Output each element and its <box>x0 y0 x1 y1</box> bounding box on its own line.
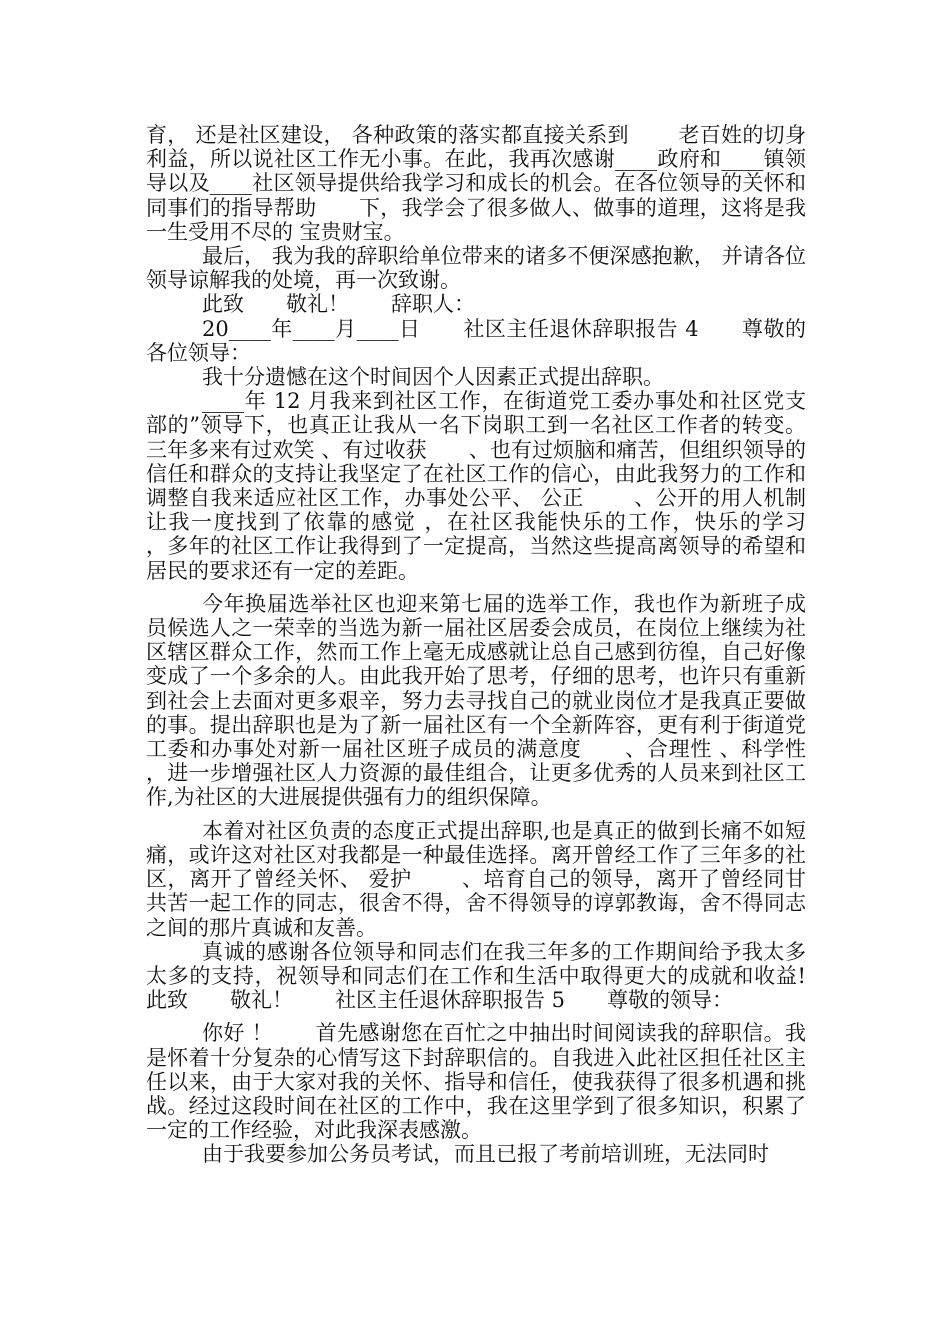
paragraph-closing: 此致 敬礼！ 辞职人： <box>202 292 475 317</box>
paragraph-6: ____年 12 月我来到社区工作，在街道党工委办事处和社区党支部的”领导下，也真正让我从一名下岗职工到一名社区工作者的转变。三年多来有过欢笑 、有过收获 、也有过烦脑和痛苦，但组织领导的信任和群众的支持让我坚定了在社区工作的信心，由此我努力的工作和调整自我来适应社区工作，办事处公平、 公正 、公开的用人机制让我一度找到了依靠的感觉 ，在社区我能快乐的工作，快乐的学习 ，多年的社区工作让我得到了一定提高，当然这些提高离领导的希望和居民的要求还有一定的差距。 <box>146 389 855 583</box>
paragraph-2: 最后， 我为我的辞职给单位带来的诸多不便深感抱歉， 并请各位领导谅解我的处境，再一次致谢。 <box>146 244 806 293</box>
paragraph-7: 今年换届选举社区也迎来第七届的选举工作，我也作为新班子成员候选人之一荣幸的当选为新一届社区居委会成员，在岗位上继续为社区辖区群众工作，然而工作上毫无成感就让总自己感到彷徨，自己好像变成了一个多余的人。由此我开始了思考，仔细的思考，也许只有重新到社会上去面对更多艰辛，努力去寻找自己的就业岗位才是我真正要做的事。提出辞职也是为了新一届社区有一个全新阵容，更有利于街道党工委和办事处对新一届社区班子成员的满意度 、合理性 、科学性 ，进一步增强社区人力资源的最佳组合，让更多优秀的人员来到社区工作,为社区的大进展提供强有力的组织保障。 <box>146 591 806 810</box>
document-body <box>146 123 855 1167</box>
paragraph-11: 由于我要参加公务员考试，而且已报了考前培训班，无法同时 <box>202 1142 769 1167</box>
paragraph-8: 本着对社区负责的态度正式提出辞职,也是真正的做到长痛不如短痛，或许这对社区对我都是一种最佳选择。离开曾经工作了三年多的社区，离开了曾经关怀、 爱护 、培育自己的领导，离开了曾经同甘共苦一起工作的同志，很舍不得，舍不得领导的谆郭教诲，舍不得同志之间的那片真诚和友善。 <box>146 818 806 940</box>
paragraph-10: 你好 ！ 首先感谢您在百忙之中抽出时间阅读我的辞职信。我是怀着十分复杂的心情写这下封辞职信的。自我进入此社区担任社区主任以来，由于大家对我的关怀、指导和信任，使我获得了很多机遇和挑战。经过这段时间在社区的工作中，我在这里学到了很多知识，积累了一定的工作经验，对此我深表感激。 <box>146 1021 806 1143</box>
paragraph-5: 我十分遗憾在这个时间因个人因素正式提出辞职。 <box>202 365 664 390</box>
paragraph-9: 真诚的感谢各位领导和同志们在我三年多的工作期间给予我太多太多的支持，祝领导和同志们在工作和生活中取得更大的成就和收益! 此致 敬礼！ 社区主任退休辞职报告 5 尊敬的领导： <box>146 939 848 1013</box>
paragraph-date-heading: 20____年____月____日 社区主任退休辞职报告 4 尊敬的各位领导： <box>146 316 806 365</box>
paragraph-1: 育， 还是社区建设， 各种政策的落实都直接关系到 老百姓的切身利益，所以说社区工作无小事。在此，我再次感谢____政府和____镇领导以及____社区领导提供给我学习和成长的机会。在各位领导的关怀和同事们的指导帮助 下，我学会了很多做人、做事的道理，这将是我一生受用不尽的 宝贵财宝。 <box>146 123 806 244</box>
